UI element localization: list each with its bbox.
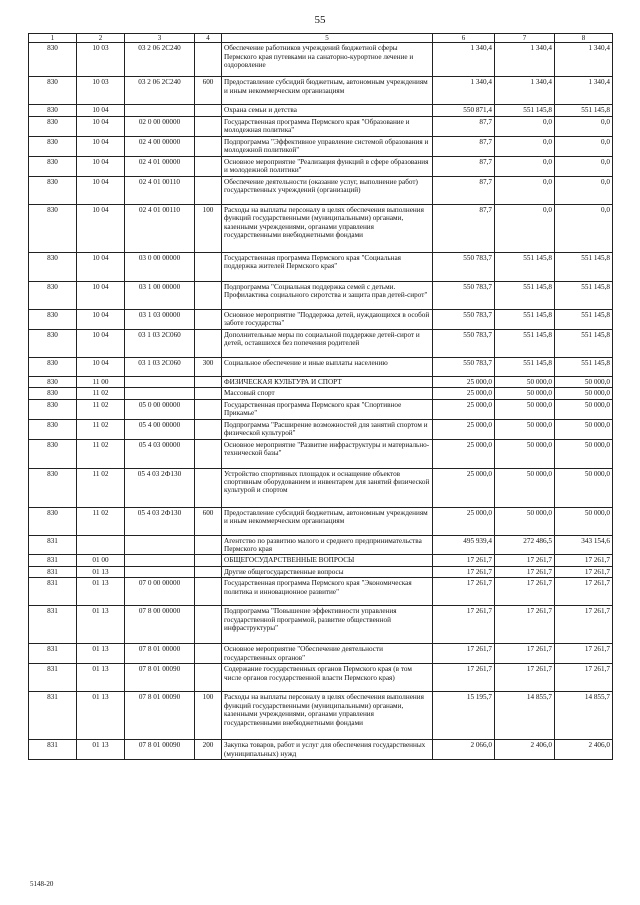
cell-amount-year3: 50 000,0 [555,419,613,439]
cell-section-code: 10 04 [77,357,125,376]
cell-section-code: 10 04 [77,136,125,156]
cell-expense-type [195,578,222,606]
cell-target-article: 03 1 03 2С060 [125,357,195,376]
cell-amount-year1: 495 939,4 [433,535,495,555]
table-row [29,156,613,176]
cell-expense-type: 100 [195,692,222,740]
cell-expense-type [195,664,222,692]
cell-amount-year1: 87,7 [433,116,495,136]
cell-amount-year3: 551 145,8 [555,281,613,309]
cell-admin-code: 831 [29,692,77,740]
cell-target-article: 05 0 00 00000 [125,399,195,419]
cell-target-article [125,555,195,566]
cell-admin-code: 830 [29,252,77,281]
cell-description: Содержание государственных органов Пермского края (в том числе органов государственной власти Пермского края) [222,664,433,692]
table-row [29,281,613,309]
cell-description: Государственная программа Пермского края "Образование и молодежная политика" [222,116,433,136]
cell-description: Подпрограмма "Повышение эффективности управления государственной программой, развитие общественной инфраструктуры" [222,606,433,644]
cell-amount-year2: 50 000,0 [495,399,555,419]
cell-amount-year1: 550 783,7 [433,281,495,309]
cell-section-code: 10 04 [77,252,125,281]
cell-amount-year1: 17 261,7 [433,578,495,606]
cell-admin-code: 830 [29,43,77,77]
column-header: 2 [77,34,125,43]
table-row [29,176,613,204]
cell-amount-year1: 550 783,7 [433,329,495,357]
cell-amount-year1: 87,7 [433,204,495,252]
cell-target-article: 07 8 01 00000 [125,644,195,664]
cell-amount-year2: 50 000,0 [495,507,555,535]
cell-amount-year2: 50 000,0 [495,468,555,507]
cell-expense-type [195,566,222,577]
cell-amount-year2: 14 855,7 [495,692,555,740]
cell-amount-year1: 17 261,7 [433,555,495,566]
table-row [29,116,613,136]
cell-amount-year1: 17 261,7 [433,664,495,692]
table-row [29,376,613,387]
cell-admin-code: 830 [29,507,77,535]
cell-amount-year3: 551 145,8 [555,329,613,357]
cell-description: Основное мероприятие "Развитие инфраструктуры и материально-технической базы" [222,439,433,468]
cell-section-code: 10 04 [77,309,125,329]
cell-admin-code: 830 [29,204,77,252]
cell-section-code: 10 03 [77,77,125,105]
cell-amount-year2: 551 145,8 [495,281,555,309]
table-row [29,357,613,376]
cell-section-code [77,535,125,555]
cell-amount-year2: 0,0 [495,136,555,156]
cell-target-article: 07 8 01 00090 [125,740,195,760]
cell-amount-year2: 17 261,7 [495,664,555,692]
cell-amount-year3: 17 261,7 [555,566,613,577]
cell-description: Обеспечение деятельности (оказание услуг, выполнение работ) государственных учреждений (организаций) [222,176,433,204]
cell-target-article: 07 8 00 00000 [125,606,195,644]
cell-expense-type [195,555,222,566]
cell-amount-year2: 50 000,0 [495,439,555,468]
cell-expense-type: 600 [195,77,222,105]
cell-expense-type [195,419,222,439]
cell-amount-year1: 1 340,4 [433,77,495,105]
cell-description: Подпрограмма "Социальная поддержка семей с детьми. Профилактика социального сиротства и защита прав детей-сирот" [222,281,433,309]
cell-amount-year1: 87,7 [433,136,495,156]
header-row [29,34,613,43]
column-header: 6 [433,34,495,43]
cell-admin-code: 830 [29,357,77,376]
cell-target-article: 02 4 00 00000 [125,136,195,156]
cell-amount-year2: 0,0 [495,116,555,136]
cell-section-code: 11 02 [77,399,125,419]
cell-section-code: 10 04 [77,156,125,176]
cell-target-article [125,105,195,116]
cell-admin-code: 830 [29,105,77,116]
document-code: 5148-20 [30,880,54,888]
cell-amount-year2: 551 145,8 [495,309,555,329]
cell-amount-year2: 272 486,5 [495,535,555,555]
cell-amount-year2: 17 261,7 [495,566,555,577]
cell-amount-year3: 551 145,8 [555,357,613,376]
cell-admin-code: 830 [29,309,77,329]
cell-amount-year3: 343 154,6 [555,535,613,555]
cell-target-article [125,388,195,399]
budget-table [28,33,613,760]
cell-target-article: 02 4 01 00000 [125,156,195,176]
cell-description: Государственная программа Пермского края "Спортивное Прикамье" [222,399,433,419]
cell-amount-year3: 0,0 [555,156,613,176]
cell-amount-year2: 0,0 [495,204,555,252]
cell-section-code: 11 00 [77,376,125,387]
cell-amount-year1: 15 195,7 [433,692,495,740]
cell-section-code: 01 13 [77,740,125,760]
cell-description: Социальное обеспечение и иные выплаты населению [222,357,433,376]
cell-amount-year1: 25 000,0 [433,419,495,439]
cell-description: Подпрограмма "Эффективное управление системой образования и молодежной политикой" [222,136,433,156]
column-header: 4 [195,34,222,43]
cell-admin-code: 830 [29,388,77,399]
cell-amount-year3: 50 000,0 [555,468,613,507]
cell-admin-code: 830 [29,281,77,309]
cell-amount-year1: 17 261,7 [433,644,495,664]
table-row [29,329,613,357]
cell-amount-year2: 1 340,4 [495,77,555,105]
cell-target-article [125,566,195,577]
cell-amount-year2: 0,0 [495,176,555,204]
cell-section-code: 10 04 [77,116,125,136]
cell-description: Государственная программа Пермского края "Социальная поддержка жителей Пермского края" [222,252,433,281]
column-header: 5 [222,34,433,43]
cell-amount-year3: 2 406,0 [555,740,613,760]
cell-section-code: 01 13 [77,606,125,644]
cell-target-article: 03 2 06 2С240 [125,43,195,77]
cell-target-article [125,376,195,387]
cell-amount-year1: 1 340,4 [433,43,495,77]
cell-description: Обеспечение работников учреждений бюджетной сферы Пермского края путевками на санаторно-курортное лечение и оздоровление [222,43,433,77]
cell-expense-type [195,105,222,116]
table-row [29,388,613,399]
cell-description: Подпрограмма "Расширение возможностей для занятий спортом и физической культурой" [222,419,433,439]
cell-target-article: 07 8 01 00090 [125,664,195,692]
cell-amount-year2: 17 261,7 [495,606,555,644]
cell-description: Охрана семьи и детства [222,105,433,116]
cell-amount-year1: 25 000,0 [433,507,495,535]
cell-expense-type [195,388,222,399]
cell-amount-year2: 50 000,0 [495,419,555,439]
cell-amount-year2: 551 145,8 [495,357,555,376]
cell-expense-type [195,176,222,204]
cell-amount-year3: 17 261,7 [555,644,613,664]
cell-expense-type [195,439,222,468]
table-row [29,692,613,740]
table-row [29,740,613,760]
cell-amount-year3: 0,0 [555,204,613,252]
cell-amount-year3: 0,0 [555,176,613,204]
cell-expense-type: 100 [195,204,222,252]
cell-section-code: 01 13 [77,692,125,740]
cell-target-article: 05 4 00 00000 [125,419,195,439]
cell-amount-year2: 2 406,0 [495,740,555,760]
cell-expense-type [195,116,222,136]
cell-target-article: 03 2 06 2С240 [125,77,195,105]
cell-section-code: 10 03 [77,43,125,77]
cell-target-article: 07 8 01 00090 [125,692,195,740]
cell-amount-year2: 50 000,0 [495,376,555,387]
cell-section-code: 11 02 [77,419,125,439]
table-row [29,468,613,507]
cell-admin-code: 830 [29,439,77,468]
column-header: 8 [555,34,613,43]
cell-admin-code: 831 [29,740,77,760]
cell-amount-year1: 550 783,7 [433,357,495,376]
cell-description: ФИЗИЧЕСКАЯ КУЛЬТУРА И СПОРТ [222,376,433,387]
cell-amount-year1: 87,7 [433,176,495,204]
cell-admin-code: 830 [29,136,77,156]
cell-amount-year2: 17 261,7 [495,644,555,664]
cell-expense-type [195,535,222,555]
cell-admin-code: 831 [29,555,77,566]
cell-amount-year1: 87,7 [433,156,495,176]
table-row [29,644,613,664]
cell-amount-year3: 14 855,7 [555,692,613,740]
cell-amount-year1: 17 261,7 [433,606,495,644]
cell-amount-year1: 550 783,7 [433,309,495,329]
cell-amount-year1: 550 783,7 [433,252,495,281]
cell-amount-year1: 25 000,0 [433,439,495,468]
table-row [29,399,613,419]
cell-admin-code: 830 [29,376,77,387]
cell-amount-year1: 2 066,0 [433,740,495,760]
cell-section-code: 01 00 [77,555,125,566]
cell-admin-code: 830 [29,329,77,357]
cell-admin-code: 830 [29,156,77,176]
cell-amount-year3: 551 145,8 [555,252,613,281]
table-row [29,43,613,77]
cell-target-article: 07 0 00 00000 [125,578,195,606]
cell-description: Расходы на выплаты персоналу в целях обеспечения выполнения функций государственными (муниципальными) органами, казенными учреждениями, органами управления государственными внебюджетными фондами [222,692,433,740]
cell-expense-type [195,136,222,156]
cell-admin-code: 831 [29,566,77,577]
cell-description: Предоставление субсидий бюджетным, автономным учреждениям и иным некоммерческим организациям [222,77,433,105]
cell-section-code: 11 02 [77,507,125,535]
cell-amount-year2: 17 261,7 [495,578,555,606]
table-body [29,43,613,760]
cell-amount-year3: 50 000,0 [555,399,613,419]
cell-expense-type [195,156,222,176]
table-row [29,105,613,116]
table-row [29,566,613,577]
cell-expense-type [195,281,222,309]
cell-amount-year3: 50 000,0 [555,439,613,468]
table-row [29,555,613,566]
cell-amount-year2: 1 340,4 [495,43,555,77]
cell-admin-code: 830 [29,419,77,439]
cell-target-article: 05 4 03 2Ф130 [125,507,195,535]
table-row [29,204,613,252]
cell-amount-year3: 551 145,8 [555,309,613,329]
cell-expense-type [195,399,222,419]
cell-amount-year3: 50 000,0 [555,376,613,387]
column-header: 3 [125,34,195,43]
cell-expense-type [195,252,222,281]
cell-description: Основное мероприятие "Обеспечение деятельности государственных органов" [222,644,433,664]
cell-target-article: 05 4 03 00000 [125,439,195,468]
cell-description: ОБЩЕГОСУДАРСТВЕННЫЕ ВОПРОСЫ [222,555,433,566]
cell-expense-type [195,43,222,77]
cell-amount-year3: 50 000,0 [555,507,613,535]
table-row [29,439,613,468]
table-row [29,535,613,555]
table-row [29,664,613,692]
cell-amount-year3: 0,0 [555,116,613,136]
cell-amount-year2: 50 000,0 [495,388,555,399]
cell-admin-code: 830 [29,77,77,105]
cell-admin-code: 831 [29,578,77,606]
cell-target-article [125,535,195,555]
cell-amount-year1: 25 000,0 [433,376,495,387]
cell-admin-code: 831 [29,664,77,692]
cell-amount-year1: 550 871,4 [433,105,495,116]
cell-amount-year3: 551 145,8 [555,105,613,116]
cell-target-article: 02 4 01 00110 [125,204,195,252]
cell-description: Массовый спорт [222,388,433,399]
cell-target-article: 02 0 00 00000 [125,116,195,136]
cell-target-article: 03 1 03 2С060 [125,329,195,357]
column-header: 7 [495,34,555,43]
cell-description: Основное мероприятие "Реализация функций в сфере образования и молодежной политики" [222,156,433,176]
cell-section-code: 01 13 [77,644,125,664]
cell-expense-type: 600 [195,507,222,535]
cell-amount-year2: 17 261,7 [495,555,555,566]
cell-amount-year2: 0,0 [495,156,555,176]
table-row [29,252,613,281]
cell-amount-year2: 551 145,8 [495,329,555,357]
cell-amount-year1: 25 000,0 [433,468,495,507]
cell-amount-year3: 17 261,7 [555,578,613,606]
cell-expense-type [195,309,222,329]
cell-admin-code: 830 [29,116,77,136]
cell-section-code: 10 04 [77,204,125,252]
cell-amount-year3: 1 340,4 [555,77,613,105]
cell-description: Предоставление субсидий бюджетным, автономным учреждениям и иным некоммерческим организациям [222,507,433,535]
cell-admin-code: 830 [29,176,77,204]
cell-amount-year3: 17 261,7 [555,606,613,644]
table-row [29,578,613,606]
cell-description: Дополнительные меры по социальной поддержке детей-сирот и детей, оставшихся без попечения родителей [222,329,433,357]
cell-amount-year3: 50 000,0 [555,388,613,399]
cell-amount-year1: 17 261,7 [433,566,495,577]
cell-amount-year1: 25 000,0 [433,399,495,419]
cell-section-code: 11 02 [77,439,125,468]
column-header: 1 [29,34,77,43]
cell-expense-type [195,376,222,387]
cell-section-code: 11 02 [77,388,125,399]
cell-expense-type [195,644,222,664]
cell-admin-code: 831 [29,535,77,555]
cell-target-article: 03 0 00 00000 [125,252,195,281]
cell-target-article: 02 4 01 00110 [125,176,195,204]
cell-target-article: 03 1 03 00000 [125,309,195,329]
cell-section-code: 10 04 [77,281,125,309]
cell-admin-code: 830 [29,468,77,507]
cell-description: Устройство спортивных площадок и оснащение объектов спортивным оборудованием и инвентарем для занятий физической культурой и спортом [222,468,433,507]
table-row [29,309,613,329]
cell-amount-year3: 0,0 [555,136,613,156]
cell-expense-type: 300 [195,357,222,376]
cell-section-code: 11 02 [77,468,125,507]
cell-section-code: 01 13 [77,578,125,606]
cell-section-code: 10 04 [77,329,125,357]
table-row [29,77,613,105]
page-number: 55 [314,14,326,26]
cell-expense-type [195,468,222,507]
cell-description: Агентство по развитию малого и среднего предпринимательства Пермского края [222,535,433,555]
cell-target-article: 03 1 00 00000 [125,281,195,309]
cell-expense-type: 200 [195,740,222,760]
cell-description: Государственная программа Пермского края "Экономическая политика и инновационное развитие" [222,578,433,606]
cell-description: Расходы на выплаты персоналу в целях обеспечения выполнения функций государственными (муниципальными) органами, казенными учреждениями, органами управления государственными внебюджетными фондами [222,204,433,252]
cell-section-code: 10 04 [77,176,125,204]
cell-section-code: 01 13 [77,566,125,577]
cell-admin-code: 830 [29,399,77,419]
cell-amount-year3: 1 340,4 [555,43,613,77]
cell-amount-year2: 551 145,8 [495,105,555,116]
table-row [29,507,613,535]
cell-amount-year1: 25 000,0 [433,388,495,399]
cell-expense-type [195,329,222,357]
table-row [29,606,613,644]
cell-description: Другие общегосударственные вопросы [222,566,433,577]
cell-admin-code: 831 [29,644,77,664]
cell-admin-code: 831 [29,606,77,644]
cell-amount-year2: 551 145,8 [495,252,555,281]
cell-amount-year3: 17 261,7 [555,664,613,692]
cell-target-article: 05 4 03 2Ф130 [125,468,195,507]
cell-amount-year3: 17 261,7 [555,555,613,566]
cell-expense-type [195,606,222,644]
cell-description: Закупка товаров, работ и услуг для обеспечения государственных (муниципальных) нужд [222,740,433,760]
table-row [29,419,613,439]
cell-section-code: 10 04 [77,105,125,116]
cell-section-code: 01 13 [77,664,125,692]
cell-description: Основное мероприятие "Поддержка детей, нуждающихся в особой заботе государства" [222,309,433,329]
table-row [29,136,613,156]
